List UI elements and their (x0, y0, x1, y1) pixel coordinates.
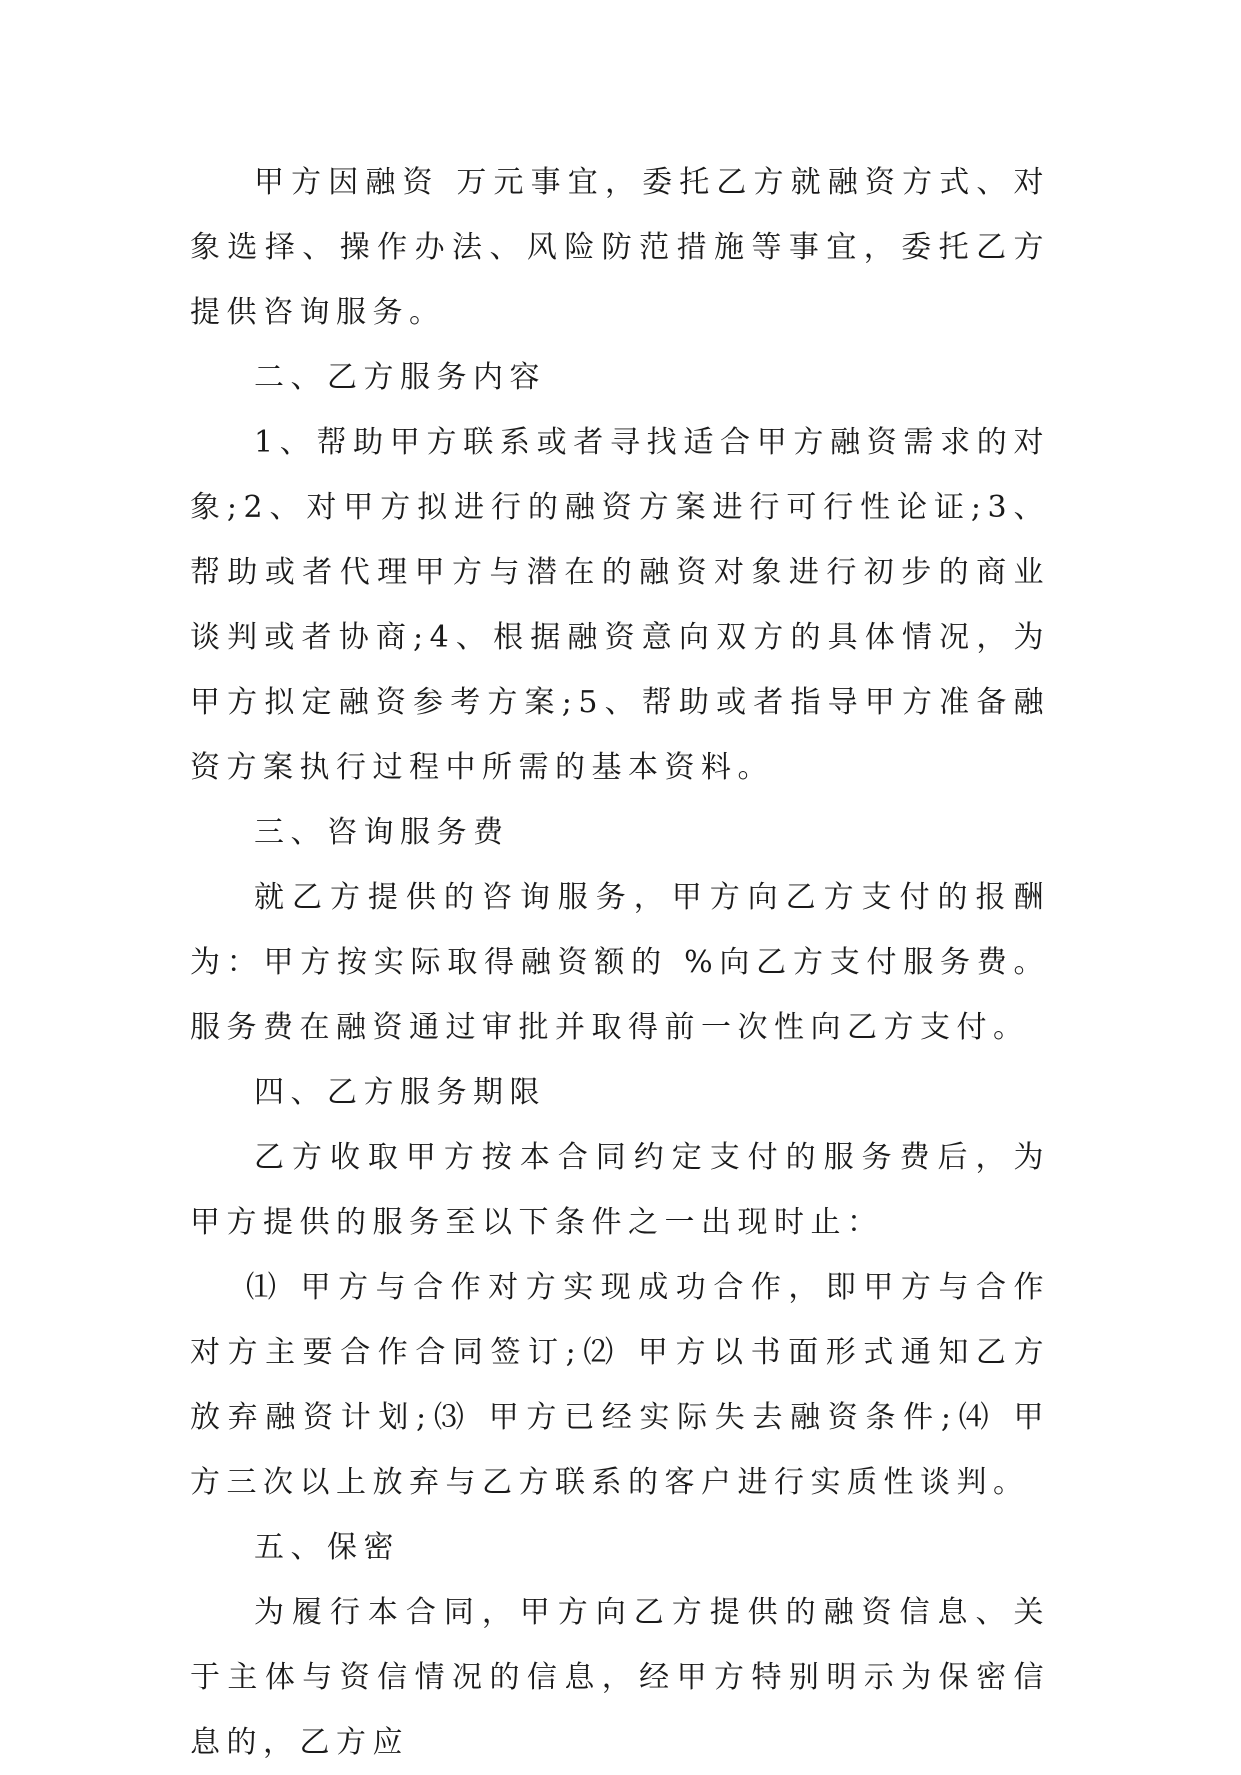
section-4-body: 乙方收取甲方按本合同约定支付的服务费后，为甲方提供的服务至以下条件之一出现时止： (190, 1140, 1050, 1240)
section-2-heading: 二、乙方服务内容 (254, 360, 546, 395)
section-4-conditions: ⑴ 甲方与合作对方实现成功合作，即甲方与合作对方主要合作合同签订;⑵ 甲方以书面形式通知乙方放弃融资计划;⑶ 甲方已经实际失去融资条件;⑷ 甲方三次以上放弃与乙方联系的客户进行实质性谈判。 (190, 1270, 1050, 1500)
section-3-heading: 三、咨询服务费 (254, 815, 510, 850)
section-5-body: 为履行本合同，甲方向乙方提供的融资信息、关于主体与资信情况的信息，经甲方特别明示为保密信息的，乙方应 (190, 1595, 1050, 1760)
intro-paragraph: 甲方因融资 万元事宜，委托乙方就融资方式、对象选择、操作办法、风险防范措施等事宜，委托乙方提供咨询服务。 (190, 165, 1050, 330)
section-4-heading: 四、乙方服务期限 (254, 1075, 546, 1110)
section-2-body: 1、帮助甲方联系或者寻找适合甲方融资需求的对象;2、对甲方拟进行的融资方案进行可行性论证;3、帮助或者代理甲方与潜在的融资对象进行初步的商业谈判或者协商;4、根据融资意向双方的具体情况，为甲方拟定融资参考方案;5、帮助或者指导甲方准备融资方案执行过程中所需的基本资料。 (190, 425, 1050, 785)
document-page (190, 150, 1050, 1775)
section-5-heading: 五、保密 (254, 1530, 400, 1565)
section-3-body: 就乙方提供的咨询服务，甲方向乙方支付的报酬为：甲方按实际取得融资额的 %向乙方支付服务费。服务费在融资通过审批并取得前一次性向乙方支付。 (190, 880, 1050, 1045)
